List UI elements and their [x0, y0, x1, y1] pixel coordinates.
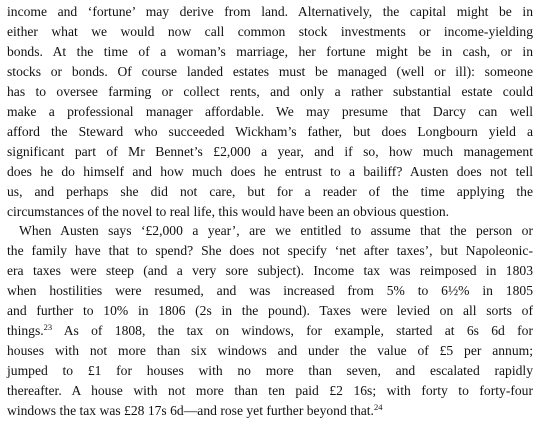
text-line: bonds. At the time of a woman’s marriage, her fortune might be in cash, or in — [7, 43, 533, 59]
text-line: does he do himself and how much does he entrust to a bailiff? Austen does not tell — [7, 163, 533, 179]
text-line: houses with not more than six windows and under the value of £5 per annum; — [7, 343, 533, 359]
text-line: when hostilities were resumed, and was increased from 5% to 6½% in 1805 — [7, 283, 533, 299]
text-line: income and ‘fortune’ may derive from land. Alternatively, the capital might be in — [7, 4, 533, 19]
text-line: either what we would now call common stock investments or income-yielding — [7, 23, 533, 39]
footnote-marker: 24 — [373, 402, 383, 413]
text-line: has to oversee farming or collect rents, and only a rather substantial estate could — [7, 83, 533, 99]
text-line: things.$^{23}$ As of 1808, the tax on windows, for example, started at 6s 6d for — [7, 322, 533, 339]
text-line: When Austen says ‘£2,000 a year’, are we entitled to assume that the person or — [19, 223, 533, 239]
document-page — [7, 2, 533, 421]
paragraph-2 — [7, 221, 533, 421]
text-line: and further to 10% in 1806 (2s in the pound). Taxes were levied on all sorts of — [7, 303, 533, 319]
text-line: windows the tax was £28 17s 6d—and rose yet further beyond that.$^{24}$ — [7, 402, 383, 419]
text-line: us, and perhaps she did not care, but for a reader of the time applying the — [7, 183, 533, 199]
paragraph-1 — [7, 2, 533, 221]
text-line: stocks or bonds. Of course landed estates must be managed (well or ill): someone — [7, 63, 533, 79]
text-line: thereafter. A house with not more than ten paid £2 16s; with forty to forty-four — [7, 383, 533, 399]
text-line: the family have that to spend? She does not specify ‘net after taxes’, but Napoleonic- — [7, 243, 533, 259]
text-line: era taxes were steep (and a very sore subject). Income tax was reimposed in 1803 — [7, 263, 533, 279]
footnote-marker: 23 — [43, 322, 53, 333]
text-line: afford the Steward who succeeded Wickham’s father, but does Longbourn yield a — [7, 123, 533, 139]
text-line: make a professional manager affordable. We may presume that Darcy can well — [7, 103, 533, 119]
text-line: significant part of Mr Bennet’s £2,000 a year, and if so, how much management — [7, 143, 533, 159]
text-line: circumstances of the novel to real life, this would have been an obvious question. — [7, 203, 450, 219]
text-line: jumped to £1 for houses with no more than seven, and escalated rapidly — [7, 363, 533, 379]
